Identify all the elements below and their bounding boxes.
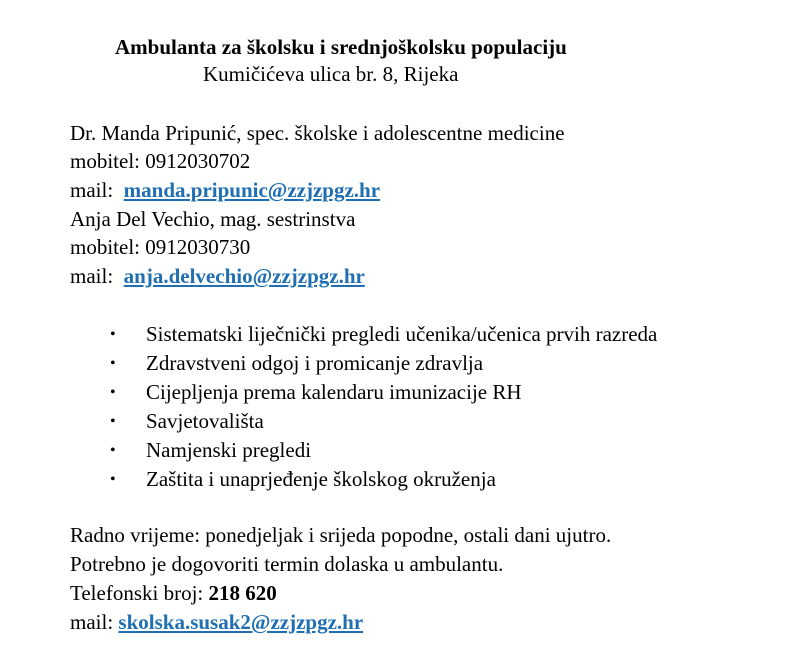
page-title: Ambulanta za školsku i srednjoškolsku populaciju — [115, 35, 567, 59]
clinic-mail-link[interactable]: skolska.susak2@zzjzpgz.hr — [118, 610, 364, 634]
services-list — [110, 320, 657, 494]
bullet-icon: • — [110, 413, 116, 430]
footer-mail-line — [70, 609, 363, 635]
list-item — [110, 407, 657, 436]
doctor-mobile-line — [70, 148, 250, 174]
service-label: Zdravstveni odgoj i promicanje zdravlja — [146, 351, 484, 375]
mail-label: mail: — [70, 264, 124, 288]
appointment-note: Potrebno je dogovoriti termin dolaska u ambulantu. — [70, 552, 504, 576]
nurse-mail-link[interactable]: anja.delvechio@zzjzpgz.hr — [123, 264, 365, 288]
list-item — [110, 378, 657, 407]
service-label: Namjenski pregledi — [146, 438, 312, 462]
clinic-address: Kumičićeva ulica br. 8, Rijeka — [203, 62, 459, 86]
doctor-mobile-number: 0912030702 — [145, 149, 251, 173]
bullet-icon: • — [110, 471, 116, 488]
doctor-name-line: Dr. Manda Pripunić, spec. školske i adolescentne medicine — [70, 121, 565, 145]
bullet-icon: • — [110, 355, 116, 372]
nurse-mail-line — [70, 263, 365, 289]
list-item — [110, 436, 657, 465]
mobile-label: mobitel: — [70, 149, 146, 173]
service-label: Cijepljenja prema kalendaru imunizacije RH — [146, 380, 522, 404]
nurse-mobile-number: 0912030730 — [145, 235, 251, 259]
phone-number: 218 620 — [208, 581, 277, 605]
list-item — [110, 349, 657, 378]
mail-label: mail: — [70, 178, 124, 202]
service-label: Zaštita i unaprjeđenje školskog okruženja — [146, 467, 496, 491]
list-item — [110, 320, 657, 349]
list-item — [110, 465, 657, 494]
phone-line — [70, 580, 277, 606]
doctor-mail-link[interactable]: manda.pripunic@zzjzpgz.hr — [123, 178, 381, 202]
bullet-icon: • — [110, 326, 116, 343]
nurse-name-line: Anja Del Vechio, mag. sestrinstva — [70, 207, 356, 231]
doctor-mail-line — [70, 177, 380, 203]
nurse-mobile-line — [70, 234, 250, 260]
service-label: Sistematski liječnički pregledi učenika/učenica prvih razreda — [146, 322, 658, 346]
mail-label: mail: — [70, 610, 119, 634]
bullet-icon: • — [110, 442, 116, 459]
working-hours: Radno vrijeme: ponedjeljak i srijeda popodne, ostali dani ujutro. — [70, 523, 612, 547]
bullet-icon: • — [110, 384, 116, 401]
phone-label: Telefonski broj: — [70, 581, 209, 605]
mobile-label: mobitel: — [70, 235, 146, 259]
service-label: Savjetovališta — [146, 409, 264, 433]
